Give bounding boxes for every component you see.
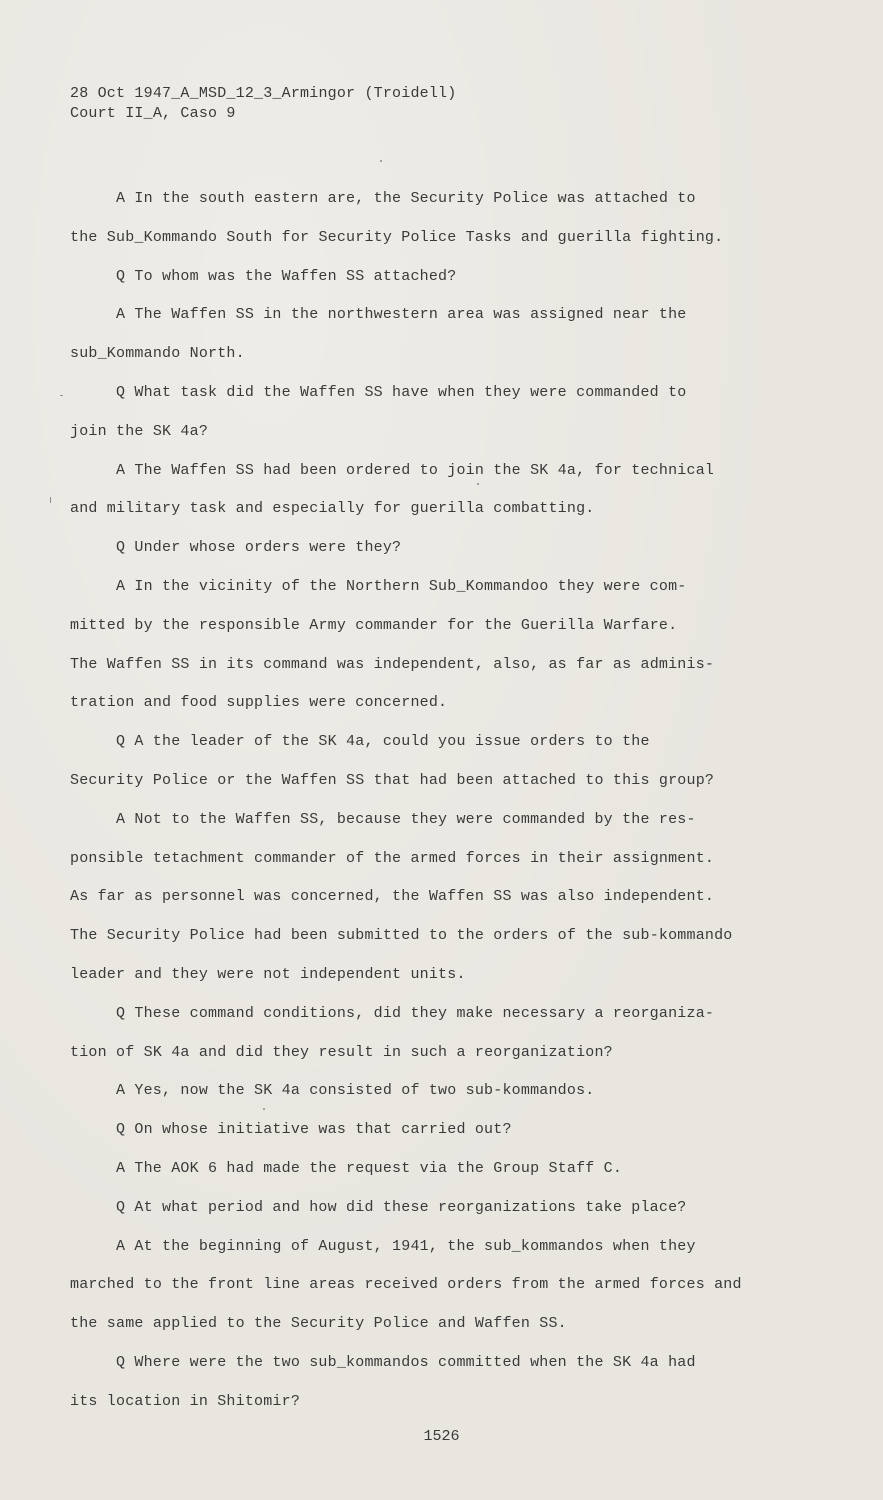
transcript-line: its location in Shitomir?	[70, 1392, 301, 1410]
transcript-line: A In the south eastern are, the Security Police was attached to	[116, 190, 696, 207]
transcript-line: A The AOK 6 had made the request via the Group Staff C.	[116, 1159, 623, 1177]
transcript-line: the same applied to the Security Police and Waffen SS.	[70, 1315, 567, 1333]
transcript-line: A Not to the Waffen SS, because they were commanded by the res-	[116, 810, 696, 828]
transcript-body	[70, 180, 790, 1422]
transcript-line: Q What task did the Waffen SS have when they were commanded to	[116, 383, 687, 401]
paper-speck	[263, 1108, 265, 1110]
transcript-line: A Yes, now the SK 4a consisted of two sub-kommandos.	[116, 1082, 595, 1100]
transcript-line: tration and food supplies were concerned.	[70, 694, 448, 712]
paper-speck	[380, 160, 382, 162]
transcript-line: Q On whose initiative was that carried out?	[116, 1121, 512, 1139]
header-line-2: Court II_A, Caso 9	[70, 105, 236, 122]
transcript-line: The Security Police had been submitted to the orders of the sub-kommando	[70, 927, 733, 945]
transcript-line: Q Under whose orders were they?	[116, 539, 402, 557]
transcript-line: Q Where were the two sub_kommandos committed when the SK 4a had	[116, 1353, 696, 1371]
transcript-line: A In the vicinity of the Northern Sub_Kommandoo they were com-	[116, 577, 687, 595]
transcript-line: and military task and especially for guerilla combatting.	[70, 500, 595, 518]
transcript-line: ponsible tetachment commander of the armed forces in their assignment.	[70, 849, 715, 867]
transcript-line: tion of SK 4a and did they result in such a reorganization?	[70, 1043, 613, 1061]
transcript-line: leader and they were not independent units.	[70, 965, 466, 983]
transcript-line: A The Waffen SS in the northwestern area was assigned near the	[116, 306, 687, 324]
transcript-line: Q These command conditions, did they make necessary a reorganiza-	[116, 1004, 715, 1022]
transcript-line: As far as personnel was concerned, the Waffen SS was also independent.	[70, 888, 715, 906]
paper-speck	[50, 497, 51, 503]
transcript-line: join the SK 4a?	[70, 422, 209, 440]
transcript-line: Q A the leader of the SK 4a, could you issue orders to the	[116, 733, 650, 751]
page-number: 1526	[423, 1428, 460, 1445]
transcript-line: Q To whom was the Waffen SS attached?	[116, 267, 457, 285]
paper-speck	[60, 395, 63, 396]
transcript-line: Q At what period and how did these reorganizations take place?	[116, 1198, 687, 1216]
transcript-line: A At the beginning of August, 1941, the sub_kommandos when they	[116, 1237, 696, 1255]
transcript-line: mitted by the responsible Army commander for the Guerilla Warfare.	[70, 616, 678, 634]
transcript-line: The Waffen SS in its command was independent, also, as far as adminis-	[70, 655, 715, 673]
transcript-line: marched to the front line areas received orders from the armed forces and	[70, 1276, 742, 1294]
paper-speck	[477, 483, 479, 485]
header-line-1: 28 Oct 1947_A_MSD_12_3_Armingor (Troidell)	[70, 85, 457, 102]
transcript-line: the Sub_Kommando South for Security Police Tasks and guerilla fighting.	[70, 228, 724, 246]
transcript-line: sub_Kommando North.	[70, 345, 245, 363]
document-header	[70, 84, 456, 124]
transcript-line: A The Waffen SS had been ordered to join the SK 4a, for technical	[116, 461, 715, 479]
transcript-line: Security Police or the Waffen SS that had been attached to this group?	[70, 771, 715, 789]
